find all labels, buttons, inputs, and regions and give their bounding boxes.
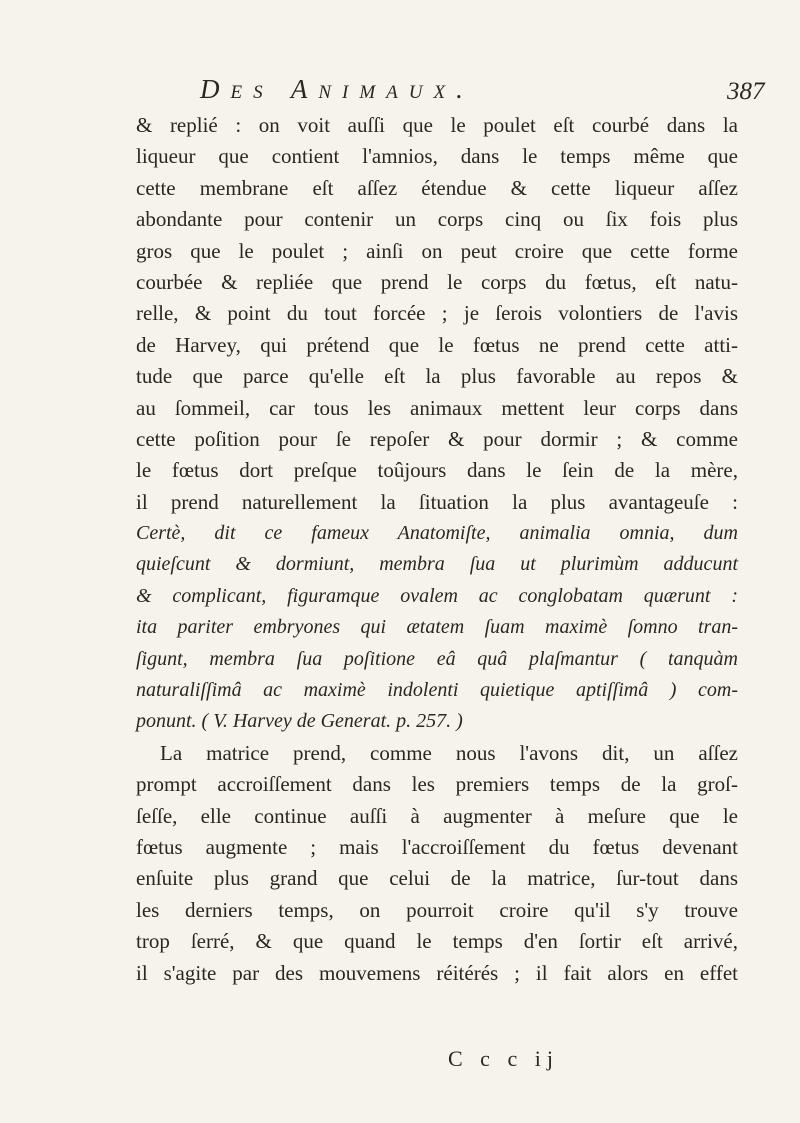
text-line: cette membrane eſt aſſez étendue & cette liqueur aſſez [136,175,738,200]
text-line: au ſommeil, car tous les animaux mettent leur corps dans [136,395,738,420]
citation-line: ſigunt, membra ſua poſitione eâ quâ plaſmantur ( tanquàm [136,647,738,670]
citation-line: Certè, dit ce fameux Anatomiſte, animalia omnia, dum [136,522,738,545]
running-head [200,70,765,110]
text-line: gros que le poulet ; ainſi on peut croire que cette forme [136,238,738,263]
text-line: ſeſſe, elle continue auſſi à augmenter à meſure que le [136,803,738,828]
text-line: tude que parce qu'elle eſt la plus favorable au repos & [136,364,738,389]
text-line: de Harvey, qui prétend que le fœtus ne prend cette atti- [136,332,738,357]
text-line: trop ſerré, & que quand le temps d'en ſortir eſt arrivé, [136,929,738,954]
text-line: & replié : on voit auſſi que le poulet eſt courbé dans la [136,113,738,137]
citation-line: ita pariter embryones qui ætatem ſuam maximè ſomno tran- [136,616,738,639]
text-line: prompt accroiſſement dans les premiers temps de la groſ- [136,772,738,797]
text-line: il prend naturellement la ſituation la plus avantageuſe : [136,489,738,514]
citation-line: quieſcunt & dormiunt, membra ſua ut plurimùm adducunt [136,553,738,576]
text-line: courbée & repliée que prend le corps du fœtus, eſt natu- [136,269,738,294]
text-line: La matrice prend, comme nous l'avons dit, un aſſez [160,740,738,765]
body-text [136,110,738,989]
text-line: les derniers temps, on pourroit croire qu'il s'y trouve [136,897,738,922]
text-line: il s'agite par des mouvemens réitérés ; il fait alors en effet [136,960,738,985]
signature-mark: C c c ij [448,1046,559,1071]
text-line: abondante pour contenir un corps cinq ou ſix fois plus [136,207,738,232]
text-line: cette poſition pour ſe repoſer & pour dormir ; & comme [136,426,738,451]
text-line: le fœtus dort preſque toûjours dans le ſein de la mère, [136,458,738,483]
page-number: 387 [727,78,765,105]
text-line: liqueur que contient l'amnios, dans le temps même que [136,144,738,169]
citation-line: ponunt. ( V. Harvey de Generat. p. 257. ) [136,710,463,733]
citation-line: naturaliſſimâ ac maximè indolenti quietique aptiſſimâ ) com- [136,679,738,702]
text-line: fœtus augmente ; mais l'accroiſſement du fœtus devenant [136,834,738,859]
text-line: relle, & point du tout forcée ; je ſerois volontiers de l'avis [136,301,738,326]
citation-line: & complicant, figuramque ovalem ac conglobatam quærunt : [136,584,738,607]
running-title: Des Animaux. [200,74,474,104]
text-line: enſuite plus grand que celui de la matrice, ſur-tout dans [136,866,738,891]
